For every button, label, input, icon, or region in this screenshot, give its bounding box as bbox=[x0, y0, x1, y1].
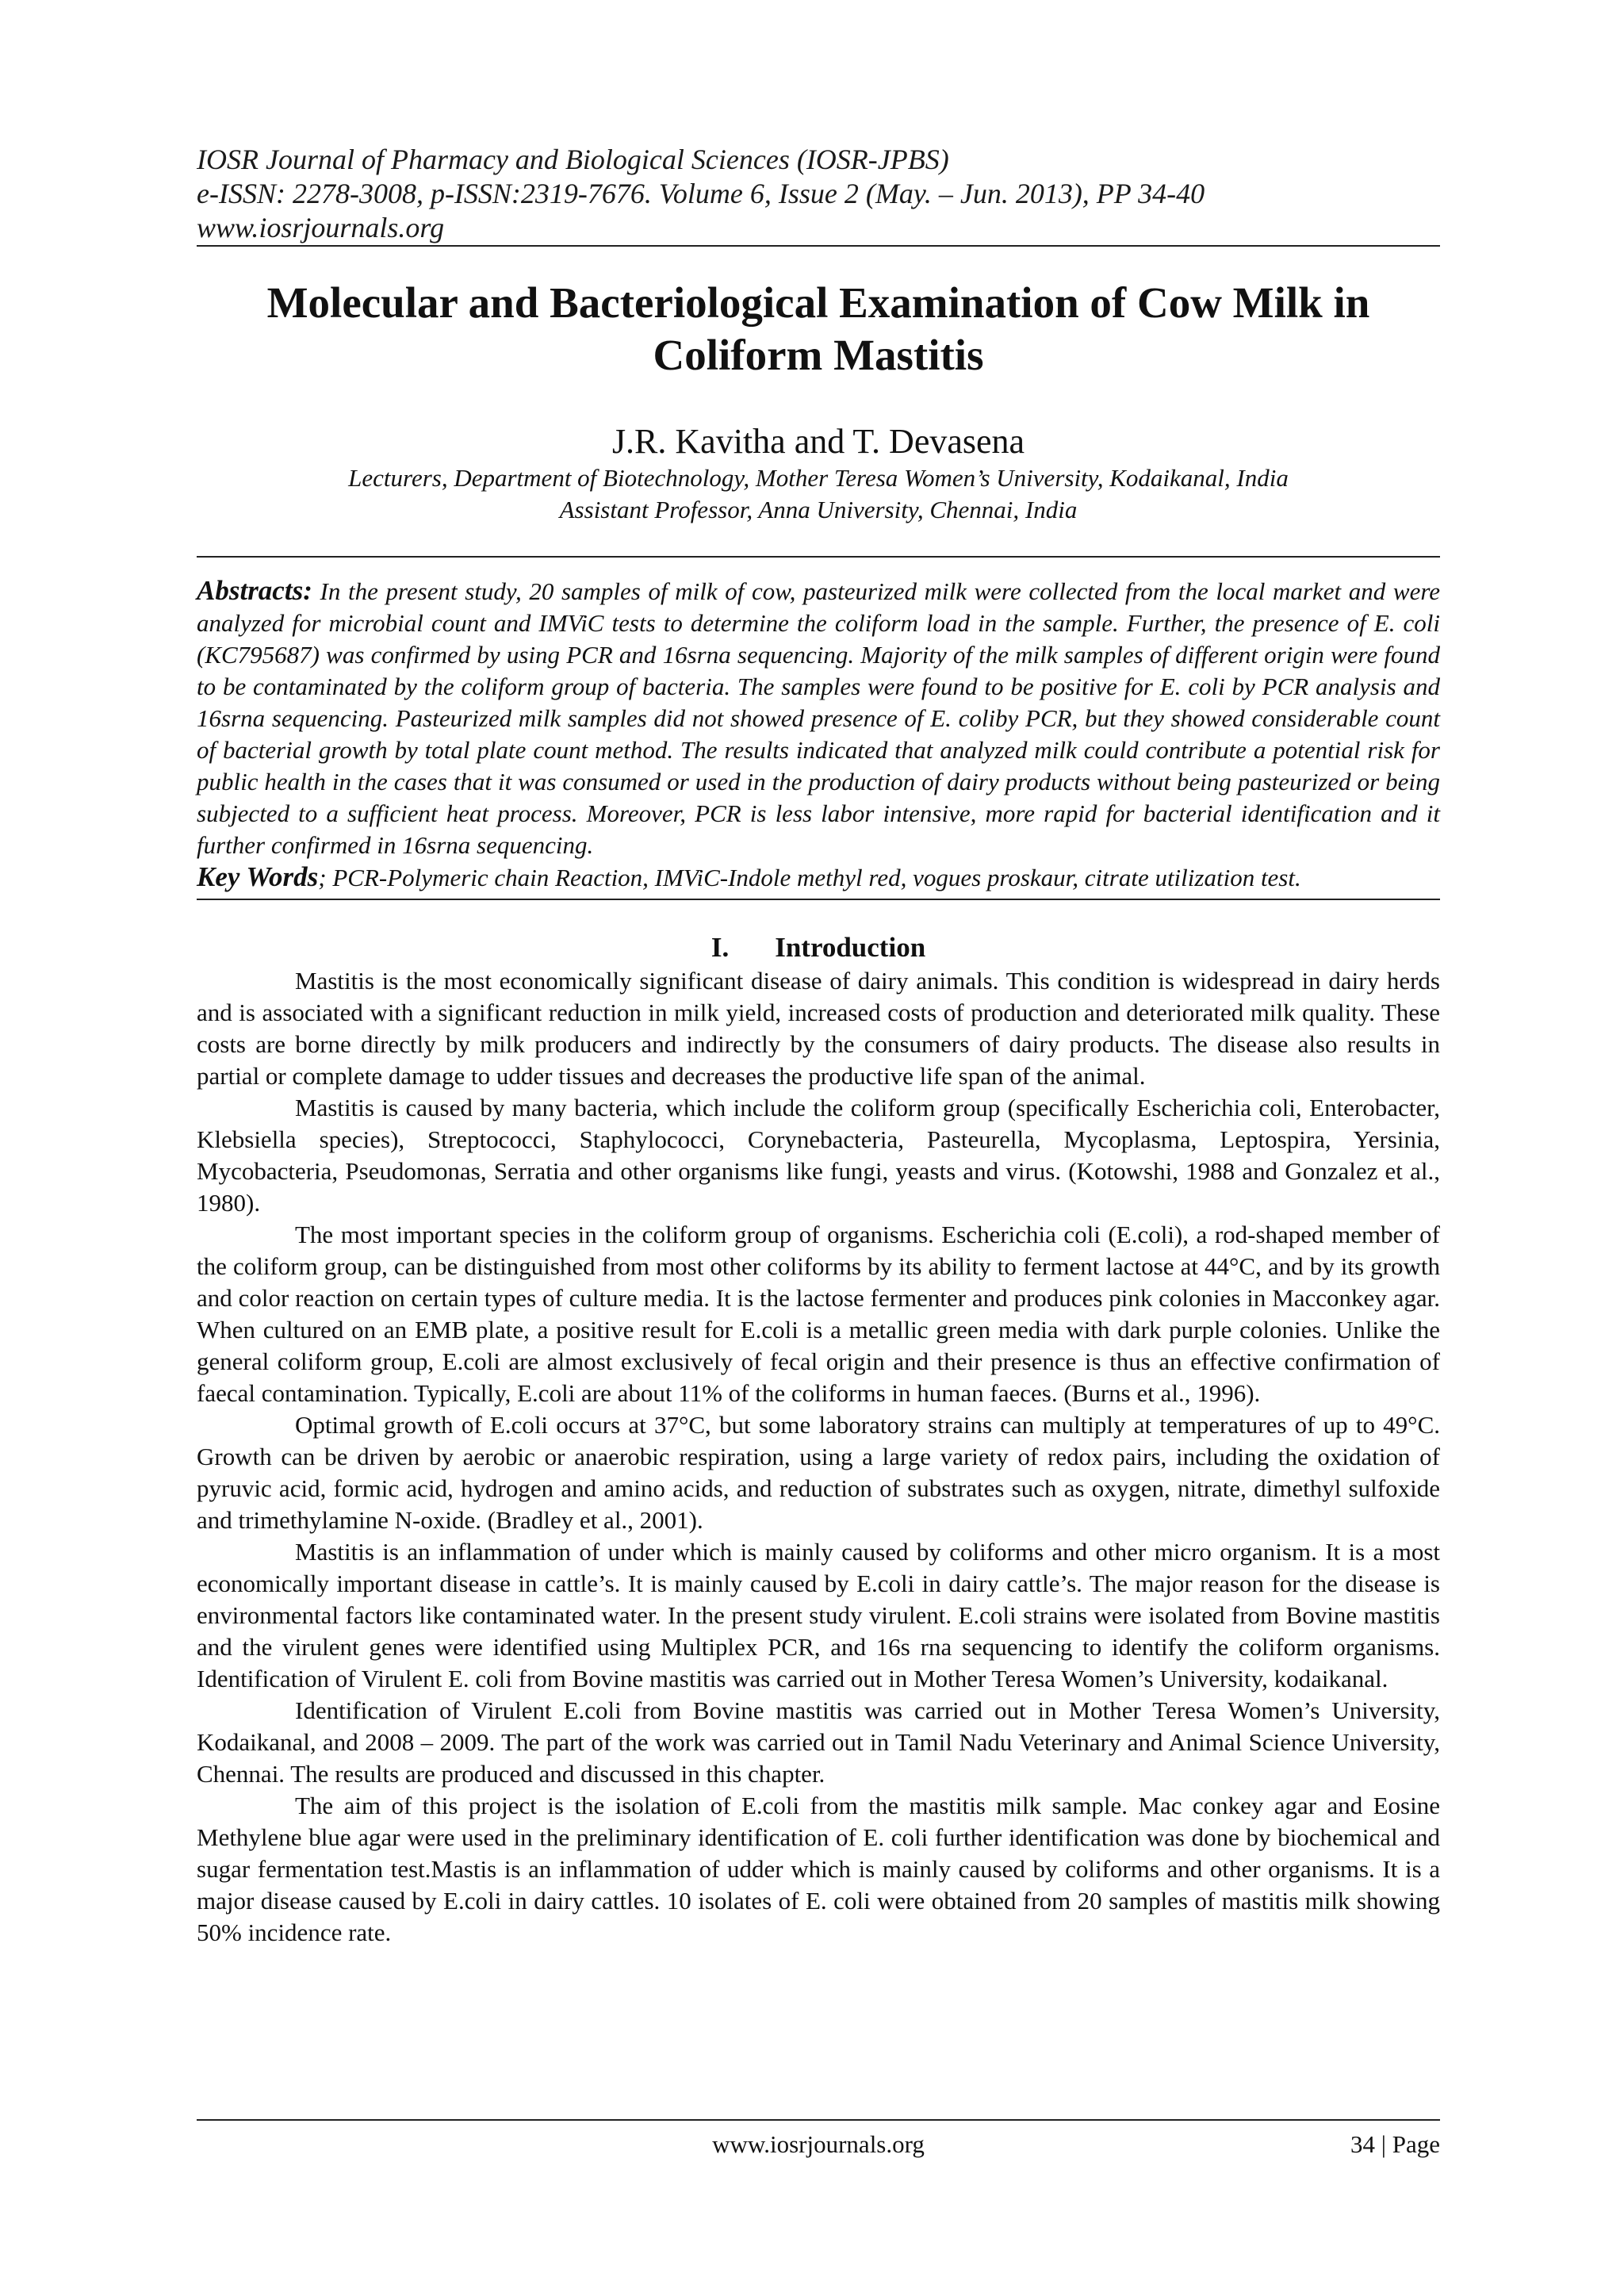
footer-url[interactable]: www.iosrjournals.org bbox=[712, 2130, 925, 2158]
page-content bbox=[197, 143, 1440, 1949]
paragraph: Mastitis is caused by many bacteria, which include the coliform group (specifically Escherichia coli, Enterobacter, Klebsiella species), Streptococci, Staphylococci, Corynebacteria, Pasteurella, Mycoplasma, Leptospira, Yersinia, Mycobacteria, Pseudomonas, Serratia and other organisms like fungi, yeasts and virus. (Kotowshi, 1988 and Gonzalez et al., 1980). bbox=[197, 1094, 1440, 1217]
journal-issn: e-ISSN: 2278-3008, p-ISSN:2319-7676. Volume 6, Issue 2 (May. – Jun. 2013), PP 34-40 bbox=[197, 178, 1205, 209]
abstract-label: Abstracts: bbox=[197, 575, 312, 606]
page-number: 34 | Page bbox=[1350, 2130, 1440, 2158]
affiliation-2: Assistant Professor, Anna University, Chennai, India bbox=[559, 496, 1078, 523]
section-number: I. bbox=[710, 932, 730, 963]
abstract-top-rule bbox=[197, 556, 1440, 558]
journal-website: www.iosrjournals.org bbox=[197, 212, 445, 243]
paragraph: The aim of this project is the isolation of E.coli from the mastitis milk sample. Mac conkey agar and Eosine Methylene blue agar were used in the preliminary identification of E. coli further identification was done by biochemical and sugar fermentation test.Mastis is an inflammation of udder which is mainly caused by coliforms and other organisms. It is a major disease caused by E.coli in dairy cattles. 10 isolates of E. coli were obtained from 20 samples of mastitis milk showing 50% incidence rate. bbox=[197, 1792, 1440, 1946]
abstract-bottom-rule bbox=[197, 899, 1440, 900]
paragraph: Mastitis is an inflammation of under which is mainly caused by coliforms and other micro organism. It is a most economically important disease in cattle’s. It is mainly caused by E.coli in dairy cattle’s. The major reason for the disease is environmental factors like contaminated water. In the present study virulent. E.coli strains were isolated from Bovine mastitis and the virulent genes were identified using Multiplex PCR, and 16s rna sequencing to identify the coliform organisms. Identification of Virulent E. coli from Bovine mastitis was carried out in Mother Teresa Women’s University, kodaikanal. bbox=[197, 1538, 1440, 1692]
paragraph: Mastitis is the most economically significant disease of dairy animals. This condition is widespread in dairy herds and is associated with a significant reduction in milk yield, increased costs of production and deteriorated milk quality. These costs are borne directly by milk producers and indirectly by the consumers of dairy products. The disease also results in partial or complete damage to udder tissues and decreases the productive life span of the animal. bbox=[197, 967, 1440, 1090]
paragraph: Identification of Virulent E.coli from Bovine mastitis was carried out in Mother Teresa Women’s University, Kodaikanal, and 2008 – 2009. The part of the work was carried out in Tamil Nadu Veterinary and Animal Science University, Chennai. The results are produced and discussed in this chapter. bbox=[197, 1696, 1440, 1788]
page-footer bbox=[197, 2119, 1440, 2158]
paragraph: Optimal growth of E.coli occurs at 37°C, but some laboratory strains can multiply at temperatures of up to 49°C. Growth can be driven by aerobic or anaerobic respiration, using a large variety of redox pairs, including the oxidation of pyruvic acid, formic acid, hydrogen and amino acids, and reduction of substrates such as oxygen, nitrate, dimethyl sulfoxide and trimethylamine N-oxide. (Bradley et al., 2001). bbox=[197, 1411, 1440, 1534]
journal-header bbox=[197, 143, 1440, 245]
keywords bbox=[197, 861, 1440, 894]
abstract bbox=[197, 575, 1440, 861]
header-rule bbox=[197, 245, 1440, 247]
paper-authors: J.R. Kavitha and T. Devasena bbox=[611, 422, 1025, 461]
affiliation-1: Lecturers, Department of Biotechnology, Mother Teresa Women’s University, Kodaikanal, India bbox=[348, 464, 1289, 492]
paper-title: Molecular and Bacteriological Examination of Cow Milk in Coliform Mastitis bbox=[266, 278, 1370, 379]
keywords-label: Key Words bbox=[197, 861, 319, 892]
section-heading bbox=[197, 930, 1440, 965]
footer-rule bbox=[197, 2119, 1440, 2121]
journal-name: IOSR Journal of Pharmacy and Biological Sciences (IOSR-JPBS) bbox=[197, 144, 949, 175]
section-title: Introduction bbox=[775, 932, 926, 963]
abstract-text: In the present study, 20 samples of milk of cow, pasteurized milk were collected from the local market and were analyzed for microbial count and IMViC tests to determine the coliform load in the sample. Further, the presence of E. coli (KC795687) was confirmed by using PCR and 16srna sequencing. Majority of the milk samples of different origin were found to be contaminated by the coliform group of bacteria. The samples were found to be positive for E. coli by PCR analysis and 16srna sequencing. Pasteurized milk samples did not showed presence of E. coliby PCR, but they showed considerable count of bacterial growth by total plate count method. The results indicated that analyzed milk could contribute a potential risk for public health in the cases that it was consumed or used in the production of dairy products without being pasteurized or being subjected to a sufficient heat process. Moreover, PCR is less labor intensive, more rapid for bacterial identification and it further confirmed in 16srna sequencing. bbox=[197, 577, 1441, 859]
paragraph: The most important species in the coliform group of organisms. Escherichia coli (E.coli), a rod-shaped member of the coliform group, can be distinguished from most other coliforms by its ability to ferment lactose at 44°C, and by its growth and color reaction on certain types of culture media. It is the lactose fermenter and produces pink colonies in Macconkey agar. When cultured on an EMB plate, a positive result for E.coli is a metallic green media with dark purple colonies. Unlike the general coliform group, E.coli are almost exclusively of fecal origin and their presence is thus an effective confirmation of faecal contamination. Typically, E.coli are about 11% of the coliforms in human faeces. (Burns et al., 1996). bbox=[197, 1221, 1440, 1407]
keywords-text: ; PCR-Polymeric chain Reaction, IMViC-Indole methyl red, vogues proskaur, citrate utilization test. bbox=[318, 864, 1301, 891]
